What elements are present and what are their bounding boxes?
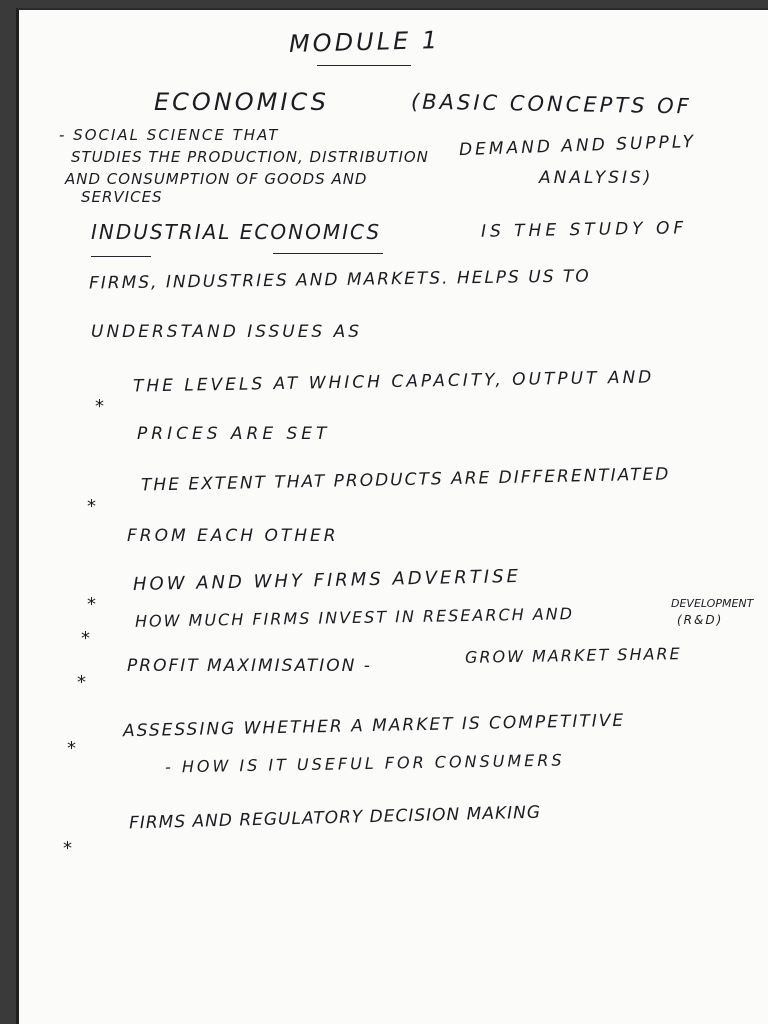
bullet-marker: * [87,594,96,615]
bullet-6-continuation: - HOW IS IT USEFUL FOR CONSUMERS [164,750,565,777]
definition-line-2: STUDIES THE PRODUCTION, DISTRIBUTION [71,148,429,166]
bullet-5-text: PROFIT MAXIMISATION - [127,656,372,676]
industrial-economics-line-2: FIRMS, INDUSTRIES AND MARKETS. HELPS US TO [88,266,591,294]
definition-line-4: SERVICES [81,188,163,206]
definition-line-3: AND CONSUMPTION OF GOODS AND [65,170,368,188]
bullet-2-continuation: FROM EACH OTHER [127,526,339,546]
notebook-page [16,8,768,1024]
bullet-1-text: THE LEVELS AT WHICH CAPACITY, OUTPUT AND [132,367,655,397]
bullet-6-text: ASSESSING WHETHER A MARKET IS COMPETITIVE [122,710,626,742]
term-underline-2 [273,253,383,254]
bullet-4-superscript: DEVELOPMENT [671,597,754,610]
bullet-2-text: THE EXTENT THAT PRODUCTS ARE DIFFERENTIATED [140,464,671,496]
bullet-marker: * [95,396,104,417]
bullet-marker: * [77,672,86,693]
bullet-5-note: GROW MARKET SHARE [464,644,682,667]
industrial-economics-term: INDUSTRIAL ECONOMICS [91,220,382,244]
bullet-3-text: HOW AND WHY FIRMS ADVERTISE [132,565,522,596]
industrial-economics-line-1: IS THE STUDY OF [480,218,688,242]
basic-concepts-line-3: ANALYSIS) [539,168,654,188]
bullet-marker: * [81,628,90,649]
bullet-1-continuation: PRICES ARE SET [137,424,331,444]
bullet-marker: * [87,496,96,517]
bullet-4-text: HOW MUCH FIRMS INVEST IN RESEARCH AND [134,604,575,631]
title-underline [317,65,411,66]
bullet-7-text: FIRMS AND REGULATORY DECISION MAKING [128,802,542,834]
basic-concepts-line-1: (BASIC CONCEPTS OF [410,89,692,119]
page-title: MODULE 1 [288,26,441,58]
term-underline [91,256,151,257]
bullet-marker: * [63,838,72,859]
industrial-economics-line-3: UNDERSTAND ISSUES AS [91,322,363,342]
bullet-4-subscript: (R&D) [677,613,724,627]
bullet-marker: * [67,738,76,759]
basic-concepts-line-2: DEMAND AND SUPPLY [458,131,697,161]
definition-line-1: - SOCIAL SCIENCE THAT [59,126,280,144]
economics-heading: ECONOMICS [154,88,329,116]
